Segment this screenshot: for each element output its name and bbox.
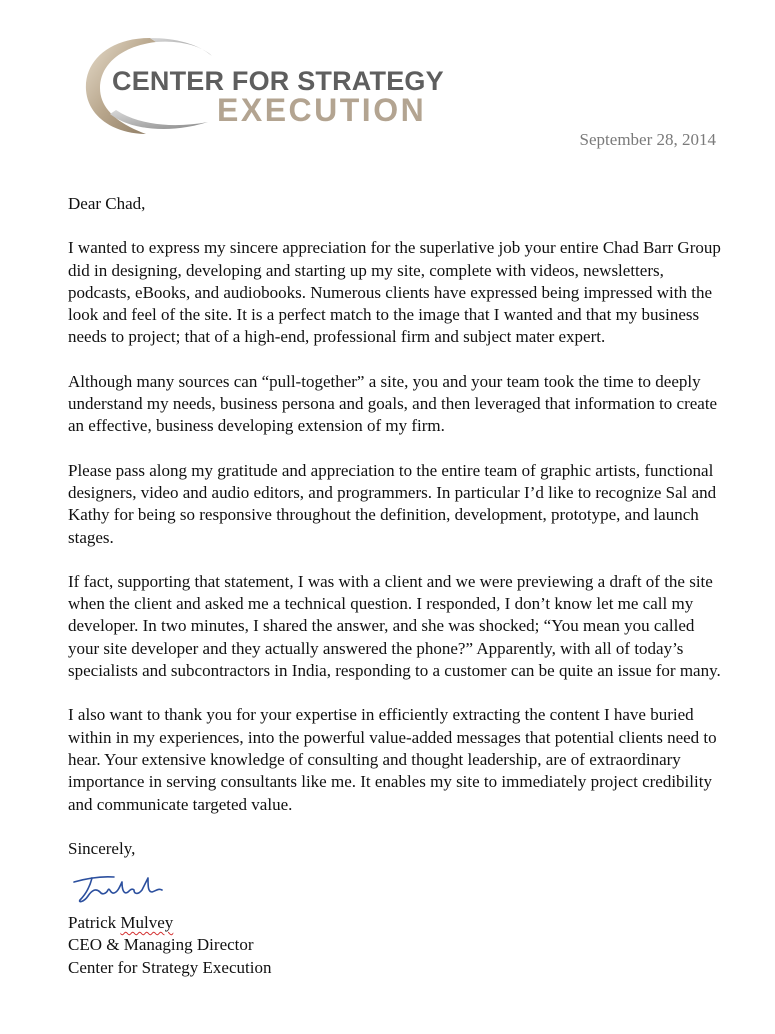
signer-last-name: Mulvey: [120, 913, 174, 933]
signature-block: [68, 912, 728, 979]
paragraph-5: I also want to thank you for your expertise in efficiently extracting the content I have buried within in my experiences, into the powerful value-added messages that potential clients need to hear. Your extensive knowledge of consulting and thought leadership, are of extraordinary importance in serving consultants like me. It enables my site to immediately project credibility and communicate targeted value.: [68, 705, 717, 814]
logo-text-line2: EXECUTION: [217, 92, 427, 128]
salutation: Dear Chad,: [68, 194, 146, 213]
handwritten-signature: [70, 868, 170, 906]
signer-name: [68, 912, 728, 934]
signer-company: Center for Strategy Execution: [68, 957, 272, 977]
company-logo: [80, 30, 444, 140]
letter-body: [68, 193, 728, 979]
paragraph-1: I wanted to express my sincere appreciation for the superlative job your entire Chad Barr Group did in designing, developing and starting up my site, complete with videos, newsletters, podcasts, eBooks, and audiobooks. Numerous clients have expressed being impressed with the look and feel of the site. It is a perfect match to the image that I wanted and that my business needs to project; that of a high-end, professional firm and subject mater expert.: [68, 238, 721, 347]
paragraph-4: If fact, supporting that statement, I was with a client and we were previewing a draft of the site when the client and asked me a technical question. I responded, I don’t know let me call my developer. In two minutes, I shared the answer, and she was shocked; “You mean you called your site developer and they actually answered the phone?” Apparently, with all of today’s specialists and subcontractors in India, responding to a customer can be quite an issue for many.: [68, 571, 721, 681]
paragraph-3: Please pass along my gratitude and appreciation to the entire team of graphic artists, functional designers, video and audio editors, and programmers. In particular I’d like to recognize Sal and Kathy for being so responsive throughout the definition, development, prototype, and launch stages.: [68, 460, 717, 547]
signer-title: CEO & Managing Director: [68, 935, 254, 955]
letter-date: September 28, 2014: [579, 130, 716, 149]
closing: Sincerely,: [68, 838, 136, 858]
logo-text-line1: CENTER FOR STRATEGY: [112, 66, 444, 96]
signer-first-name: Patrick: [68, 913, 117, 933]
paragraph-2: Although many sources can “pull-together” a site, you and your team took the time to deeply understand my needs, business persona and goals, and then leveraged that information to create an effective, business developing extension of my firm.: [68, 371, 718, 436]
